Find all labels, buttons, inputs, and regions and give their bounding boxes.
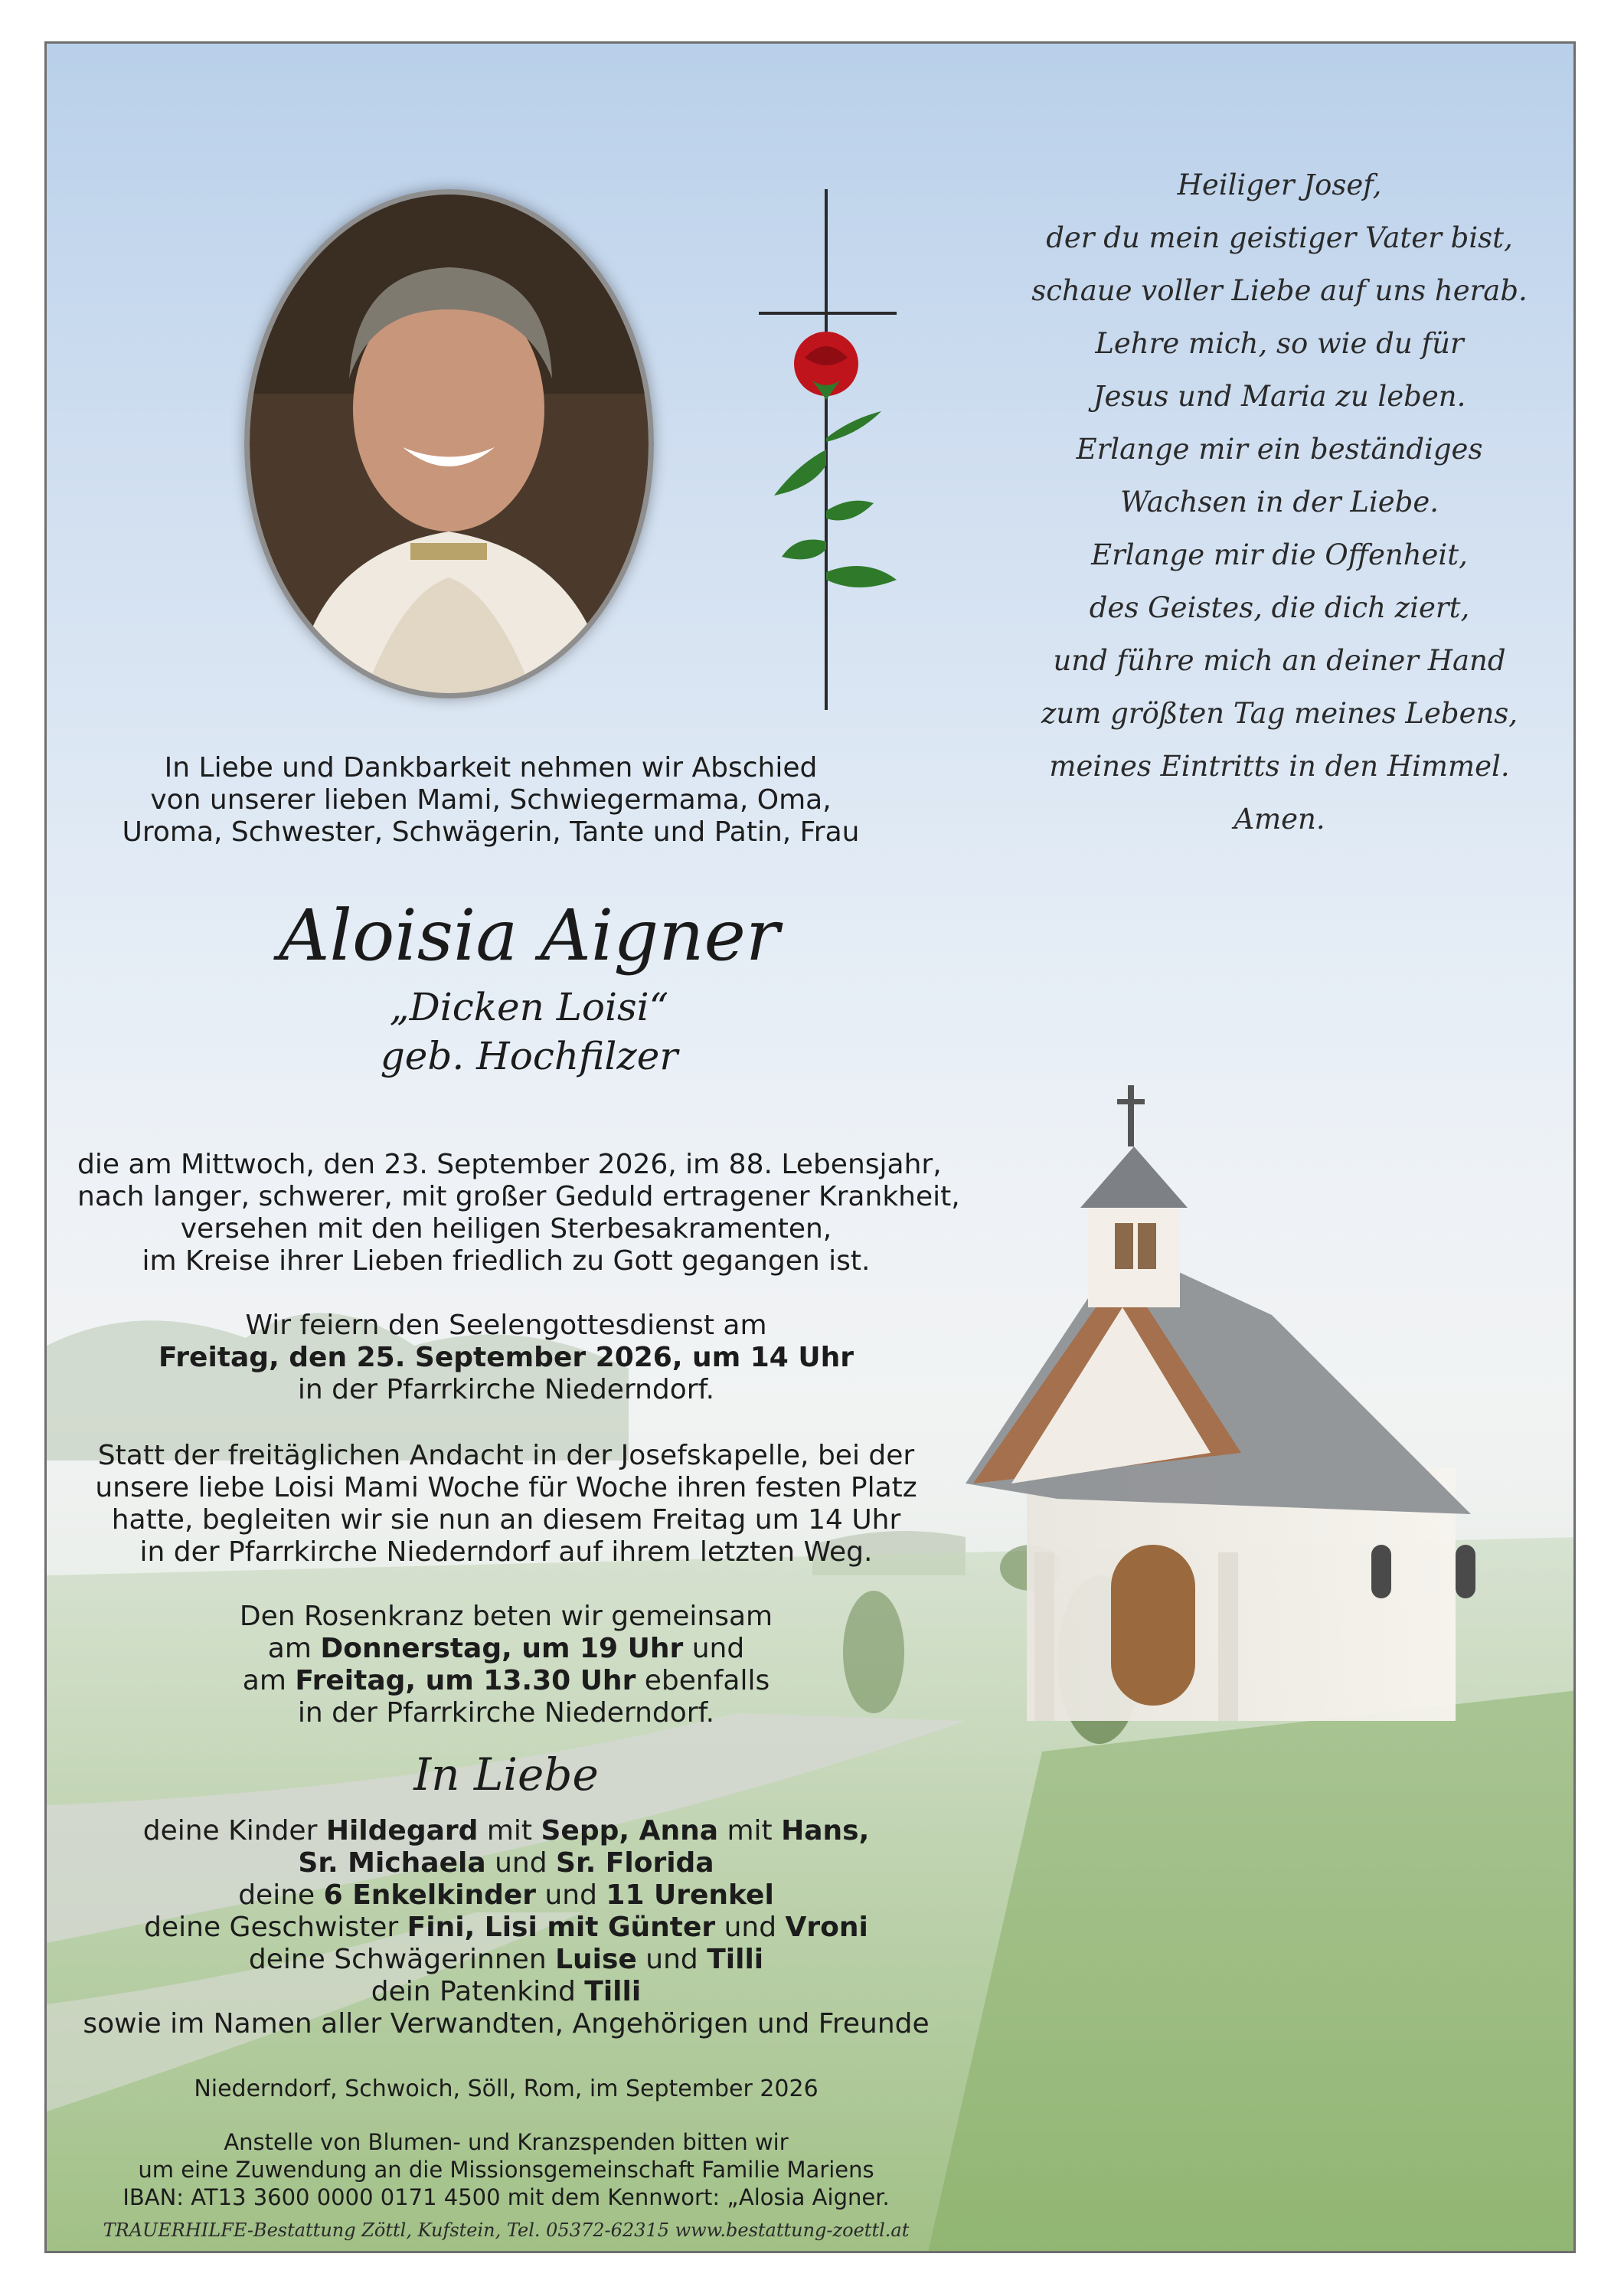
mass-info: [77, 1310, 935, 1406]
cross-with-rose-icon: [751, 189, 904, 710]
mourners-line: Sr. Michaela und Sr. Florida: [298, 1847, 714, 1879]
prayer-line: der du mein geistiger Vater bist,: [1046, 221, 1513, 254]
prayer-line: und führe mich an deiner Hand: [1053, 644, 1506, 677]
death-notice-line: nach langer, schwerer, mit großer Geduld ertragener Krankheit,: [77, 1181, 960, 1212]
mourners-line: deine Schwägerinnen Luise und Tilli: [248, 1944, 764, 1975]
rosary-info: [77, 1601, 935, 1729]
obituary-card: [44, 41, 1576, 2253]
mourners-list: [77, 1815, 935, 2040]
death-notice: [77, 1149, 960, 1277]
deceased-birth-name: geb. Hochfilzer: [380, 1034, 678, 1078]
death-notice-line: die am Mittwoch, den 23. September 2026, im 88. Lebensjahr,: [77, 1149, 942, 1180]
mourners-line: deine Geschwister Fini, Lisi mit Günter und Vroni: [144, 1912, 868, 1943]
deceased-name: Aloisia Aigner: [279, 895, 779, 976]
mourners-line: deine Kinder Hildegard mit Sepp, Anna mit Hans,: [142, 1815, 870, 1847]
prayer-line: Heiliger Josef,: [1177, 168, 1382, 201]
donation-info: [77, 2128, 935, 2211]
mass-date: Freitag, den 25. September 2026, um 14 Uhr: [158, 1342, 854, 1373]
prayer-line: Amen.: [1234, 803, 1325, 836]
prayer-line: Wachsen in der Liebe.: [1120, 486, 1439, 518]
prayer-line: Jesus und Maria zu leben.: [1093, 380, 1466, 413]
mass-place: in der Pfarrkirche Niederndorf.: [297, 1374, 715, 1405]
prayer-line: zum größten Tag meines Lebens,: [1041, 697, 1518, 730]
deceased-nickname: „Dicken Loisi“: [389, 985, 669, 1029]
portrait-photo: [244, 189, 654, 698]
intro-text: [108, 752, 874, 849]
prayer-line: Erlange mir die Offenheit,: [1091, 538, 1468, 571]
prayer-line: schaue voller Liebe auf uns herab.: [1031, 274, 1528, 307]
prayer-line: Erlange mir ein beständiges: [1076, 433, 1483, 466]
donation-line: Anstelle von Blumen- und Kranzspenden bitten wir: [224, 2129, 789, 2155]
rosary-line: am Freitag, um 13.30 Uhr ebenfalls: [242, 1665, 770, 1696]
donation-line: um eine Zuwendung an die Missionsgemeinschaft Familie Mariens: [138, 2157, 874, 2183]
prayer-line: Lehre mich, so wie du für: [1095, 327, 1464, 360]
mourners-line: dein Patenkind Tilli: [371, 1976, 642, 2007]
rosary-line: Den Rosenkranz beten wir gemeinsam: [239, 1601, 773, 1632]
intro-line: In Liebe und Dankbarkeit nehmen wir Abschied: [164, 752, 818, 783]
prayer-line: des Geistes, die dich ziert,: [1089, 591, 1470, 624]
intro-line: von unserer lieben Mami, Schwiegermama, Oma,: [150, 784, 832, 816]
intro-line: Uroma, Schwester, Schwägerin, Tante und Patin, Frau: [122, 816, 860, 848]
donation-line: IBAN: AT13 3600 0000 0171 4500 mit dem Kennwort: „Alosia Aigner.: [123, 2184, 890, 2210]
prayer-line: meines Eintritts in den Himmel.: [1049, 750, 1510, 783]
funeral-home-footer: TRAUERHILFE-Bestattung Zöttl, Kufstein, Tel. 05372-62315 www.bestattung-zoettl.at: [103, 2219, 910, 2241]
mourners-line: sowie im Namen aller Verwandten, Angehörigen und Freunde: [83, 2008, 930, 2039]
mourners-line: deine 6 Enkelkinder und 11 Urenkel: [238, 1879, 774, 1911]
andacht-line: hatte, begleiten wir sie nun an diesem Freitag um 14 Uhr: [111, 1504, 901, 1536]
mourners-heading: In Liebe: [413, 1748, 599, 1801]
mass-line: Wir feiern den Seelengottesdienst am: [245, 1310, 767, 1341]
prayer-text: [973, 159, 1576, 846]
death-notice-line: im Kreise ihrer Lieben friedlich zu Gott gegangen ist.: [142, 1245, 871, 1277]
andacht-line: Statt der freitäglichen Andacht in der Josefskapelle, bei der: [97, 1440, 915, 1471]
andacht-line: in der Pfarrkirche Niederndorf auf ihrem letzten Weg.: [139, 1536, 873, 1568]
andacht-info: [77, 1440, 935, 1568]
rosary-line: am Donnerstag, um 19 Uhr und: [267, 1633, 745, 1664]
rosary-line: in der Pfarrkirche Niederndorf.: [297, 1697, 715, 1729]
andacht-line: unsere liebe Loisi Mami Woche für Woche ihren festen Platz: [95, 1472, 917, 1503]
place-date: Niederndorf, Schwoich, Söll, Rom, im September 2026: [194, 2075, 819, 2102]
death-notice-line: versehen mit den heiligen Sterbesakramenten,: [180, 1213, 832, 1245]
